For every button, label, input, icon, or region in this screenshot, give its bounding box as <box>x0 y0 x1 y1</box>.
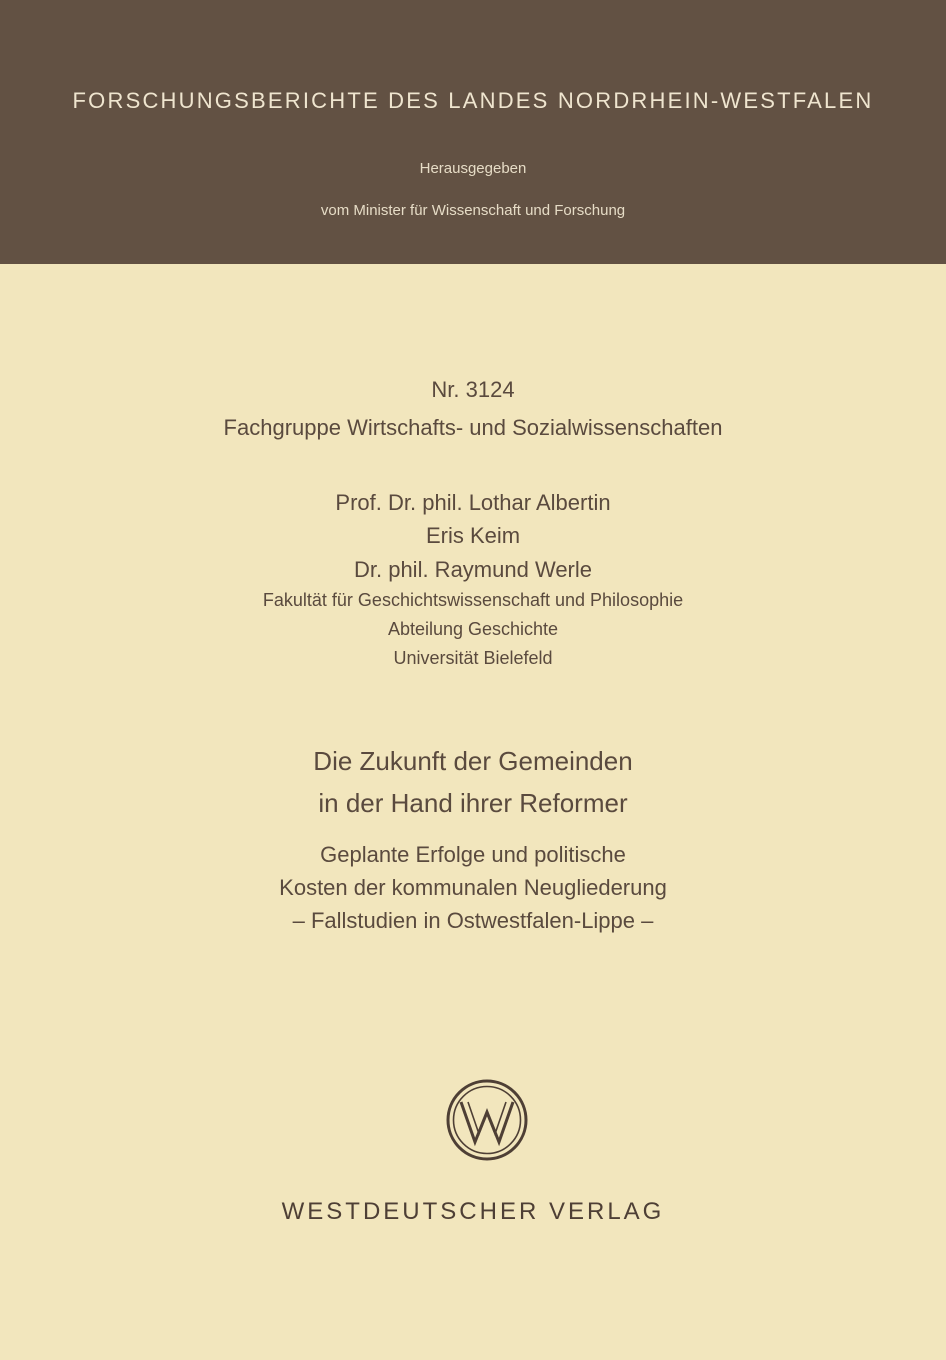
series-number: Nr. 3124 <box>431 377 515 402</box>
affiliation-faculty: Fakultät für Geschichtswissenschaft und Philosophie <box>262 590 684 610</box>
westdeutscher-verlag-w-logo <box>445 1078 529 1162</box>
affiliation-university: Universität Bielefeld <box>393 648 553 668</box>
publisher-name: WESTDEUTSCHER VERLAG <box>281 1198 665 1225</box>
affiliation-department: Abteilung Geschichte <box>387 619 559 639</box>
editor-line: Herausgegeben <box>419 160 527 177</box>
subtitle-line-3: – Fallstudien in Ostwestfalen-Lippe – <box>292 908 654 933</box>
subtitle-line-2: Kosten der kommunalen Neugliederung <box>279 875 667 900</box>
series-title: FORSCHUNGSBERICHTE DES LANDES NORDRHEIN-WESTFALEN <box>72 88 874 113</box>
author-3: Dr. phil. Raymund Werle <box>353 557 592 582</box>
minister-line: vom Minister für Wissenschaft und Forschung <box>320 202 626 219</box>
header-band <box>0 0 946 264</box>
author-2: Eris Keim <box>425 523 521 548</box>
author-1: Prof. Dr. phil. Lothar Albertin <box>335 490 611 515</box>
series-group: Fachgruppe Wirtschafts- und Sozialwissenschaften <box>223 415 723 440</box>
book-title-line-2: in der Hand ihrer Reformer <box>318 788 628 818</box>
subtitle-line-1: Geplante Erfolge und politische <box>320 842 626 867</box>
book-title-line-1: Die Zukunft der Gemeinden <box>313 746 633 776</box>
